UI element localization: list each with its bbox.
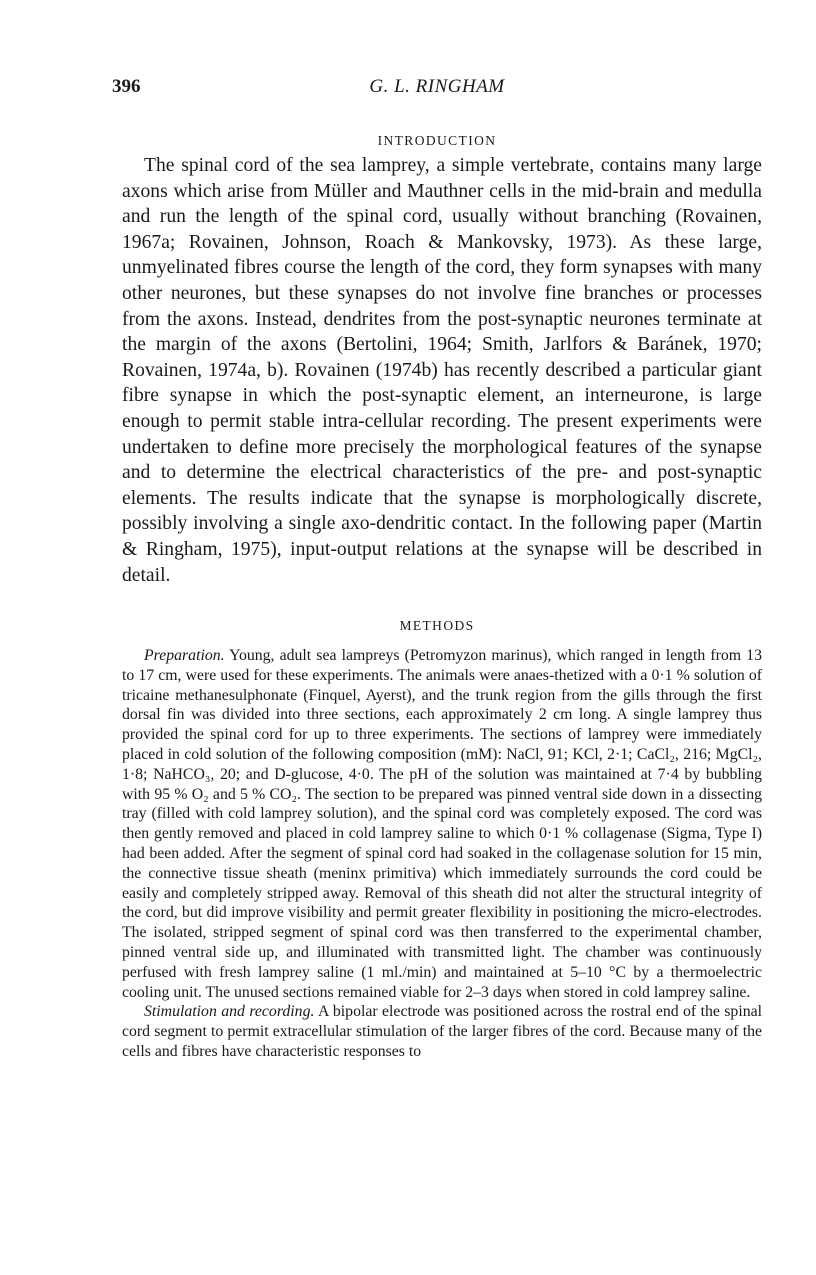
running-head: [112, 76, 762, 104]
stimulation-label: Stimulation and recording.: [144, 1003, 315, 1021]
preparation-text: Young, adult sea lampreys (Petromyzon marinus), which ranged in length from 13 to 17 cm, were used for these experiments. The animals were anaes-thetized with a 0·1 % solution of tricaine methanesulphonate (Finquel, Ayerst), and the trunk region from the gills through the first dorsal fin was divided into three sections, each approximately 2 cm long. A single lamprey thus provided the spinal cord for up to three experiments. The sections of lamprey were immediately placed in cold solution of the following composition (mM): NaCl, 91; KCl, 2·1; CaCl₂, 216; MgCl₂, 1·8; NaHCO₃, 20; and D-glucose, 4·0. The pH of the solution was maintained at 7·4 by bubbling with 95 % O₂ and 5 % CO₂. The section to be prepared was pinned ventral side down in a dissecting tray (filled with cold lamprey solution), and the spinal cord was completely exposed. The cord was then gently removed and placed in cold lamprey saline to which 0·1 % collagenase (Sigma, Type I) had been added. After the segment of spinal cord had soaked in the collagenase solution for 15 min, the connective tissue sheath (meninx primitiva) which immediately surrounds the cord could be easily and completely stripped away. Removal of this sheath did not alter the structural integrity of the cord, but did improve visibility and permit greater flexibility in positioning the micro-electrodes. The isolated, stripped segment of spinal cord was then transferred to the experimental chamber, pinned ventral side up, and illuminated with transmitted light. The chamber was continuously perfused with fresh lamprey saline (1 ml./min) and maintained at 5–10 °C by a thermoelectric cooling unit. The unused sections remained viable for 2–3 days when stored in cold lamprey saline.: [122, 647, 762, 1001]
running-head-author: G. L. RINGHAM: [369, 76, 505, 97]
page-number: 396: [112, 76, 141, 97]
preparation-paragraph: [122, 646, 762, 1002]
stimulation-text: A bipolar electrode was positioned across the rostral end of the spinal cord segment to permit extracellular stimulation of the larger fibres of the cord. Because many of the cells and fibres have characteristic responses to: [122, 1003, 763, 1060]
introduction-paragraph: The spinal cord of the sea lamprey, a simple vertebrate, contains many large axons which arise from Müller and Mauthner cells in the mid-brain and medulla and run the length of the spinal cord, usually without branching (Rovainen, 1967a; Rovainen, Johnson, Roach & Mankovsky, 1973). As these large, unmyelinated fibres course the length of the cord, they form synapses with many other neurones, but these synapses do not involve fine branches or processes from the axons. Instead, dendrites from the post-synaptic neurones terminate at the margin of the axons (Bertolini, 1964; Smith, Jarlfors & Baránek, 1970; Rovainen, 1974a, b). Rovainen (1974b) has recently described a particular giant fibre synapse in which the post-synaptic element, an interneurone, is large enough to permit stable intra-cellular recording. The present experiments were undertaken to define more precisely the morphological features of the synapse and to determine the electrical characteristics of the pre- and post-synaptic elements. The results indicate that the synapse is morphologically discrete, possibly involving a single axo-dendritic contact. In the following paper (Martin & Ringham, 1975), input-output relations at the synapse will be described in detail.: [122, 155, 762, 586]
preparation-label: Preparation.: [144, 647, 225, 664]
stimulation-paragraph: [122, 1002, 762, 1061]
methods-heading: METHODS: [399, 618, 475, 633]
methods-body: [122, 646, 762, 1062]
introduction-heading: INTRODUCTION: [377, 133, 497, 148]
